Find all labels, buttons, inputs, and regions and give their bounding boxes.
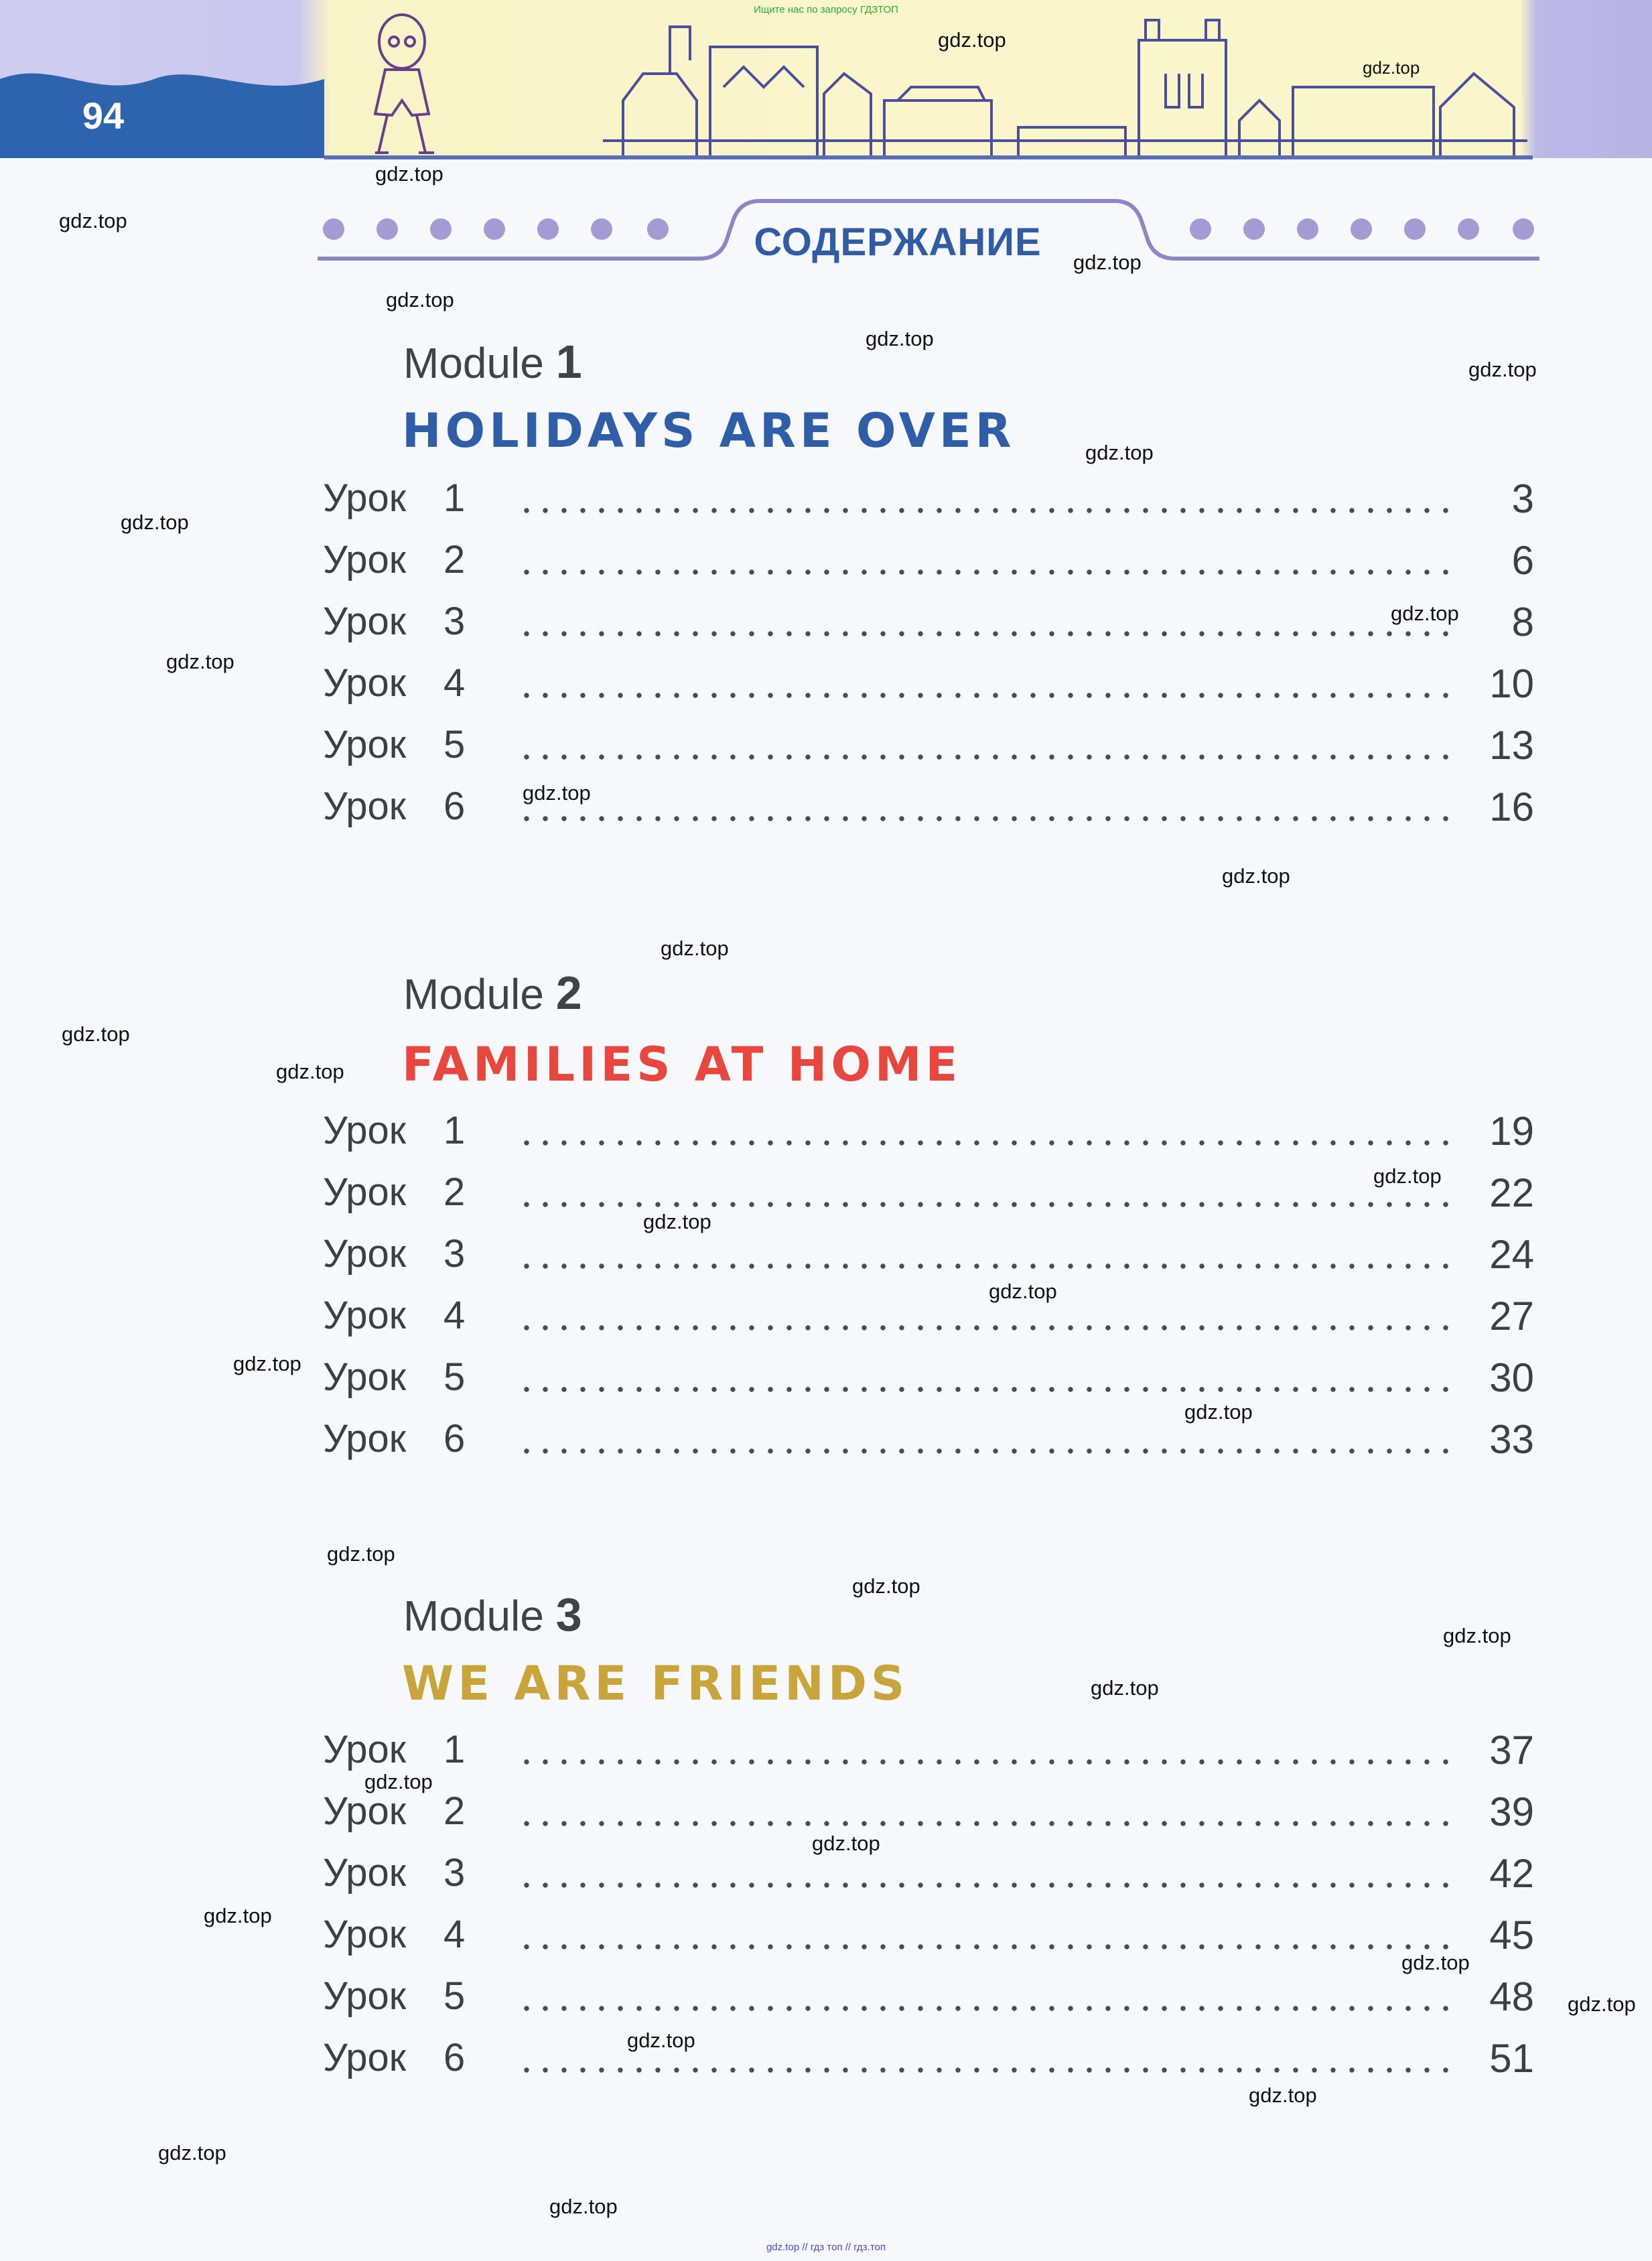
dot-leader [517,1325,1462,1330]
toc-row[interactable] [323,661,1534,714]
page-ref: 39 [1489,1789,1534,1834]
dot-leader [517,754,1462,760]
watermark: gdz.top [661,937,729,960]
lesson-word: Урок [323,661,407,705]
bottom-note: gdz.top // гдз топ // гдз.топ [766,2242,886,2253]
module-3-title: WE ARE FRIENDS [402,1656,909,1711]
header-divider [324,155,1533,159]
lesson-word: Урок [323,476,407,520]
lesson-number: 4 [443,1294,466,1337]
dot-leader [517,1202,1462,1207]
lesson-word: Урок [323,723,407,766]
module-word: Module [403,339,544,387]
toc-row[interactable] [323,784,1534,837]
lesson-word: Урок [323,600,407,643]
watermark: gdz.top [812,1832,880,1855]
dot-leader [517,2006,1462,2011]
dot-leader [517,816,1462,821]
dot-leader [517,1759,1462,1765]
module-2-title: FAMILIES AT HOME [402,1037,962,1092]
watermark: gdz.top [386,288,454,312]
lesson-number: 5 [443,723,466,766]
lesson-word: Урок [323,1232,407,1276]
watermark: gdz.top [62,1022,130,1046]
watermark: gdz.top [1222,864,1290,888]
toc-row[interactable] [323,1170,1534,1223]
watermark: gdz.top [1468,358,1537,381]
dot-leader [517,569,1462,575]
watermark: gdz.top [643,1210,711,1233]
watermark: gdz.top [938,28,1006,52]
lesson-word: Урок [323,784,407,828]
page-ref: 24 [1489,1232,1534,1277]
lesson-word: Урок [323,2036,407,2079]
toc-row[interactable] [323,2035,1534,2089]
toc-row[interactable] [323,599,1534,653]
top-note: Ищите нас по запросу ГДЗТОП [754,4,898,15]
page-ref: 3 [1511,476,1534,521]
page-ref: 6 [1511,538,1534,583]
toc-row[interactable] [323,1850,1534,1904]
toc-row[interactable] [323,1974,1534,2027]
watermark: gdz.top [59,209,127,232]
watermark: gdz.top [1443,1624,1511,1647]
lesson-number: 5 [443,1355,466,1399]
page-ref: 48 [1489,1974,1534,2019]
dot-row-left [323,218,669,240]
dot-leader [517,1140,1462,1146]
page-ref: 10 [1489,661,1534,706]
module-number: 1 [555,336,582,388]
toc-row[interactable] [323,1108,1534,1162]
toc-row[interactable] [323,1416,1534,1470]
page-ref: 8 [1511,600,1534,644]
watermark: gdz.top [549,2195,618,2218]
module-1-label [403,335,582,389]
watermark: gdz.top [1073,251,1142,274]
page-ref: 27 [1489,1294,1534,1339]
lesson-word: Урок [323,1170,407,1214]
module-word: Module [403,1592,544,1640]
page-ref: 45 [1489,1913,1534,1958]
watermark: gdz.top [1091,1676,1159,1700]
page-ref: 30 [1489,1355,1534,1400]
watermark: gdz.top [1249,2083,1317,2107]
dot-leader [517,1882,1462,1888]
lesson-number: 6 [443,784,466,828]
watermark: gdz.top [1184,1400,1253,1424]
header-illustration [0,0,1652,161]
lesson-number: 2 [443,538,466,581]
lesson-word: Урок [323,1974,407,2018]
watermark: gdz.top [166,650,234,673]
lesson-number: 4 [443,661,466,705]
lesson-number: 1 [443,476,466,520]
watermark: gdz.top [375,162,443,186]
watermark: gdz.top [364,1770,433,1793]
toc-row[interactable] [323,1231,1534,1285]
toc-row[interactable] [323,1727,1534,1781]
watermark: gdz.top [276,1060,344,1083]
page-ref: 51 [1489,2036,1534,2081]
watermark: gdz.top [989,1280,1057,1303]
lesson-number: 3 [443,1232,466,1276]
watermark: gdz.top [1568,1992,1636,2016]
page-ref: 37 [1489,1728,1534,1773]
dot-leader [517,1448,1462,1454]
module-number: 3 [555,1588,582,1641]
lesson-number: 6 [443,2036,466,2079]
lesson-number: 2 [443,1170,466,1214]
lesson-number: 6 [443,1417,466,1460]
lesson-word: Урок [323,1109,407,1152]
page-ref: 33 [1489,1417,1534,1462]
lesson-word: Урок [323,1728,407,1771]
lesson-number: 2 [443,1789,466,1833]
lesson-number: 5 [443,1974,466,2018]
watermark: gdz.top [866,327,934,350]
toc-row[interactable] [323,1293,1534,1347]
lesson-number: 3 [443,1851,466,1895]
watermark: gdz.top [327,1542,395,1566]
page-ref: 16 [1489,784,1534,829]
watermark: gdz.top [627,2029,695,2052]
watermark: gdz.top [1085,441,1154,464]
watermark: gdz.top [523,781,591,805]
watermark: gdz.top [852,1574,920,1598]
lesson-word: Урок [323,1355,407,1399]
page-number: 94 [82,94,125,137]
module-1-title: HOLIDAYS ARE OVER [402,403,1016,458]
toc-row[interactable] [323,476,1534,529]
page-ref: 42 [1489,1851,1534,1896]
lesson-number: 4 [443,1913,466,1956]
toc-row[interactable] [323,1789,1534,1842]
page-ref: 13 [1489,723,1534,768]
lesson-word: Урок [323,1417,407,1460]
page-ref: 19 [1489,1109,1534,1154]
watermark: gdz.top [1363,58,1420,78]
dot-leader [517,1944,1462,1949]
toc-row[interactable] [323,1355,1534,1408]
dot-leader [517,508,1462,513]
city-skyline-icon [603,20,1527,158]
watermark: gdz.top [158,2141,226,2165]
lesson-word: Урок [323,538,407,581]
lesson-word: Урок [323,1913,407,1956]
lesson-word: Урок [323,1789,407,1833]
dot-row-right [1190,218,1534,240]
contents-title: СОДЕРЖАНИЕ [754,220,1042,264]
watermark: gdz.top [204,1904,272,1927]
dot-leader [517,631,1462,636]
watermark: gdz.top [1401,1951,1470,1974]
lesson-word: Урок [323,1851,407,1895]
dot-leader [517,1821,1462,1826]
cartoon-character-icon [375,15,434,153]
dot-leader [517,693,1462,698]
lesson-word: Урок [323,1294,407,1337]
lesson-number: 1 [443,1728,466,1771]
watermark: gdz.top [121,510,189,534]
toc-row[interactable] [323,1912,1534,1966]
watermark: gdz.top [1391,602,1459,625]
module-2-label [403,966,582,1020]
watermark: gdz.top [233,1352,301,1375]
toc-row[interactable] [323,722,1534,776]
dot-leader [517,1387,1462,1392]
toc-row[interactable] [323,537,1534,591]
watermark: gdz.top [1373,1164,1442,1188]
module-3-label [403,1588,582,1641]
dot-leader [517,1263,1462,1269]
module-word: Module [403,970,544,1018]
module-number: 2 [555,967,582,1019]
page-ref: 22 [1489,1170,1534,1215]
dot-leader [517,2067,1462,2073]
lesson-number: 1 [443,1109,466,1152]
lesson-number: 3 [443,600,466,643]
